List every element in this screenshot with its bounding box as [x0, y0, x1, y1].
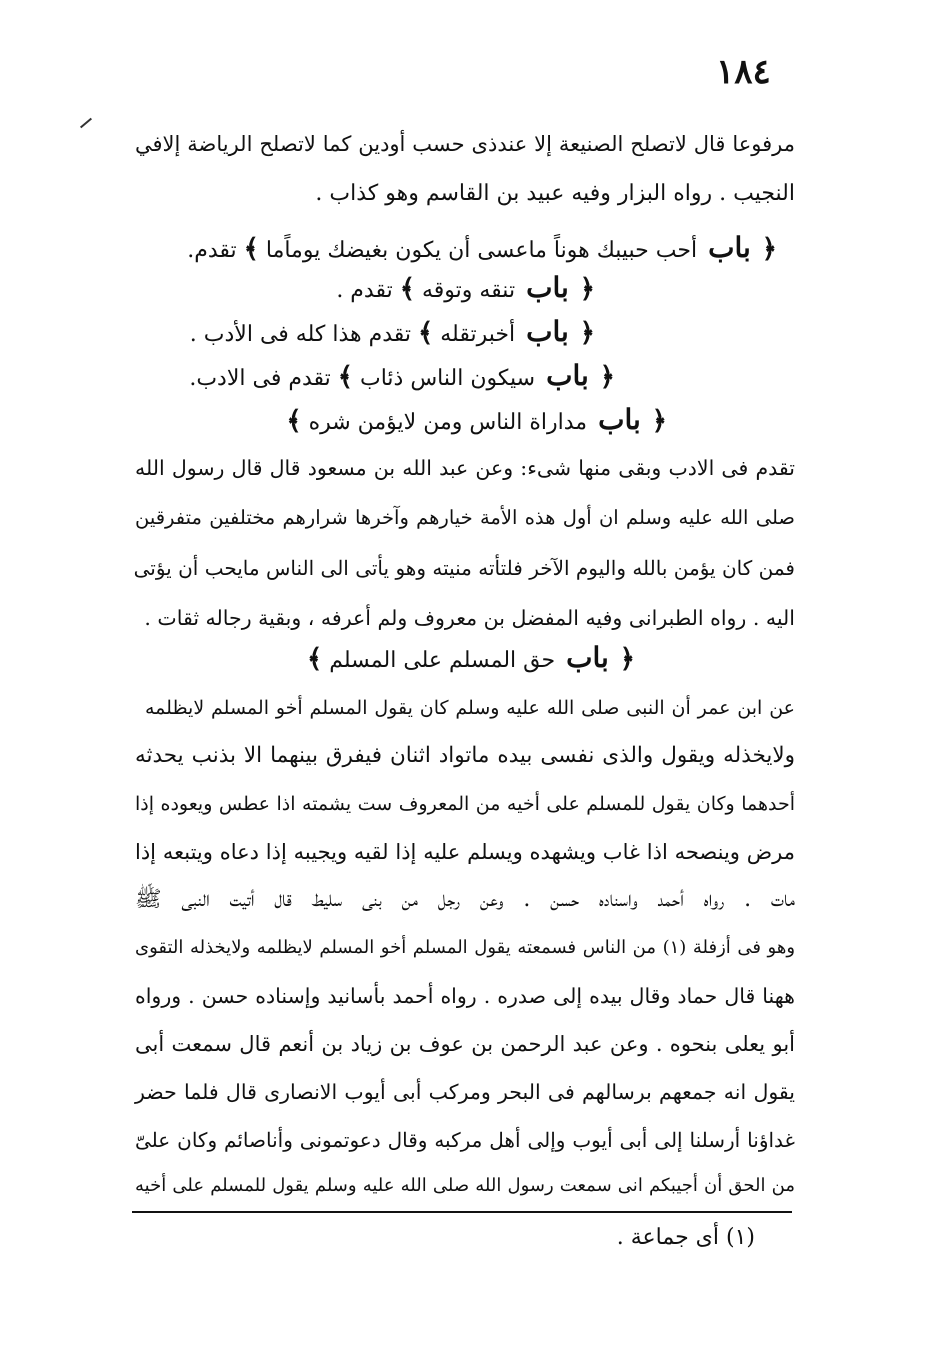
bracket-open: ﴿ — [761, 234, 777, 264]
stray-pen-mark — [80, 118, 92, 129]
text-line: مرض وينصحه اذا غاب ويشهده ويسلم عليه إذا لقيه ويجيبه إذا دعاه ويتبعه إذا — [135, 840, 795, 864]
text-line: ههنا قال حماد وقال بيده إلى صدره . رواه أحمد بأسانيد وإسناده حسن . ورواه — [135, 984, 795, 1008]
bab-word: باب — [598, 403, 641, 436]
footnote-divider — [132, 1211, 792, 1213]
heading-title: أحب حبيبك هوناً ماعسى أن يكون بغيضك يوماًما — [265, 238, 698, 263]
text-line: تقدم فى الادب وبقى منها شىء: وعن عبد الله بن مسعود قال قال رسول الله — [135, 456, 795, 480]
bab-word: باب — [566, 641, 609, 674]
bracket-open: ﴿ — [651, 406, 667, 436]
text-line: عن ابن عمر أن النبى صلى الله عليه وسلم كان يقول المسلم أخو المسلم لايظلمه — [145, 697, 795, 719]
chapter-heading — [286, 398, 667, 442]
footnote: (١) أى جماعة . — [616, 1225, 755, 1250]
bracket-close: ﴾ — [286, 406, 302, 436]
bracket-close: ﴾ — [337, 362, 353, 392]
page-number: ١٨٤ — [716, 52, 771, 92]
chapter-heading — [190, 310, 595, 354]
bab-word: باب — [526, 271, 569, 304]
bab-word: باب — [708, 231, 751, 264]
heading-note: تقدم. — [187, 238, 237, 263]
text-line: فمن كان يؤمن بالله واليوم الآخر فلتأته منيته وهو يأتى الى الناس مايحب أن يؤتى — [133, 556, 795, 580]
heading-note: تقدم فى الادب. — [189, 366, 331, 391]
heading-note: تقدم . — [336, 278, 393, 303]
bracket-open: ﴿ — [619, 644, 635, 674]
heading-title: حق المسلم على المسلم — [329, 648, 556, 673]
bab-word: باب — [546, 359, 589, 392]
text-line: وهو فى أزفلة (١) من الناس فسمعته يقول المسلم أخو المسلم لايظلمه ولايخذله التقوى — [135, 937, 796, 958]
text-line: أحدهما وكان يقول للمسلم على أخيه من المعروف ست يشمته اذا عطس ويعوده إذا — [135, 793, 795, 815]
bracket-close: ﴾ — [399, 274, 415, 304]
text-line: النجيب . رواه البزار وفيه عبيد بن القاسم وهو كذاب . — [315, 181, 795, 206]
bracket-close: ﴾ — [243, 234, 259, 264]
text-line: صلى الله عليه وسلم ان أول هذه الأمة خيارهم وآخرها شرارهم مختلفين متفرقين — [135, 506, 795, 529]
bracket-open: ﴿ — [599, 362, 615, 392]
heading-title: أخبرتقله — [440, 322, 516, 347]
text-line: مات . رواه أحمد واسناده حسن . وعن رجل من بنى سليط قال أتيت النبى ﷺ — [135, 887, 795, 912]
heading-note: تقدم هذا كله فى الأدب . — [189, 322, 412, 347]
chapter-heading — [336, 266, 595, 310]
chapter-heading — [307, 636, 635, 680]
bracket-close: ﴾ — [418, 318, 434, 348]
chapter-heading — [187, 226, 777, 270]
heading-title: مداراة الناس ومن لايؤمن شره — [308, 410, 588, 435]
bracket-open: ﴿ — [579, 274, 595, 304]
heading-title: تنقه وتوقه — [421, 278, 516, 303]
text-line: مرفوعا قال لاتصلح الصنيعة إلا عندذى حسب أودين كما لاتصلح الرياضة إلافي — [135, 132, 795, 156]
chapter-heading — [189, 354, 615, 398]
text-line: يقول انه جمعهم برسالهم فى البحر ومركب أبى أيوب الانصارى قال فلما حضر — [135, 1080, 795, 1104]
text-line: أبو يعلى بنحوه . وعن عبد الرحمن بن عوف بن زياد بن أنعم قال سمعت أبى — [135, 1032, 795, 1056]
text-line: من الحق أن أجيبكم انى سمعت رسول الله صلى الله عليه وسلم يقول للمسلم على أخيه — [135, 1175, 795, 1196]
heading-title: سيكون الناس ذئاب — [360, 366, 536, 391]
bracket-close: ﴾ — [307, 644, 323, 674]
text-line: اليه . رواه الطبرانى وفيه المفضل بن معروف ولم أعرفه ، وبقية رجاله ثقات . — [144, 606, 795, 630]
text-line: غداؤنا أرسلنا إلى أبى أيوب وإلى أهل مركبه وقال دعوتمونى وأناصائم وكان علىّ — [135, 1128, 795, 1152]
bab-word: باب — [526, 315, 569, 348]
text-line: ولايخذله ويقول والذى نفسى بيده ماتواد اثنان فيفرق بينهما الا بذنب يحدثه — [135, 743, 795, 768]
bracket-open: ﴿ — [579, 318, 595, 348]
